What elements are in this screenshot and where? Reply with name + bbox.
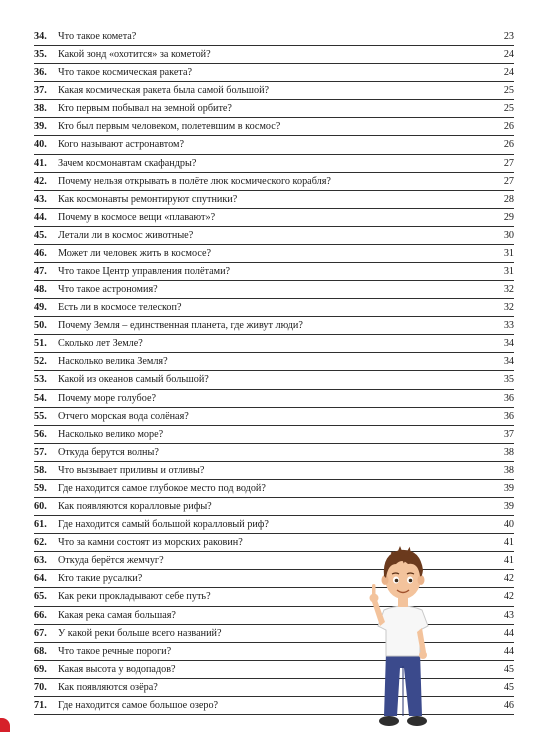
toc-entry [34, 155, 514, 173]
entry-number: 41. [34, 157, 47, 169]
entry-title: Почему нельзя открывать в полёте люк космического корабля? [58, 175, 331, 187]
entry-page-number: 42 [503, 591, 514, 603]
entry-title: Насколько велико море? [58, 428, 164, 440]
entry-title: Как реки прокладывают себе путь? [58, 591, 211, 603]
entry-page-number: 34 [503, 338, 514, 350]
toc-entry [34, 281, 514, 299]
toc-entry [34, 444, 514, 462]
toc-entry [34, 46, 514, 64]
entry-number: 62. [34, 537, 47, 549]
entry-page-number: 27 [503, 157, 514, 169]
entry-page-number: 37 [503, 428, 514, 440]
entry-title: Сколько лет Земле? [58, 338, 143, 350]
toc-entry [34, 82, 514, 100]
entry-number: 40. [34, 139, 47, 151]
entry-title: Где находится самое глубокое место под водой? [58, 482, 266, 494]
entry-page-number: 45 [503, 681, 514, 693]
toc-entry [34, 118, 514, 136]
entry-page-number: 26 [503, 121, 514, 133]
entry-title: Зачем космонавтам скафандры? [58, 157, 197, 169]
entry-number: 53. [34, 374, 47, 386]
boy-pointing-up-illustration [362, 540, 444, 732]
entry-page-number: 36 [503, 392, 514, 404]
entry-page-number: 42 [503, 573, 514, 585]
entry-number: 70. [34, 681, 47, 693]
entry-page-number: 35 [503, 374, 514, 386]
entry-title: Может ли человек жить в космосе? [58, 247, 212, 259]
entry-number: 43. [34, 193, 47, 205]
entry-page-number: 34 [503, 356, 514, 368]
entry-title: Летали ли в космос животные? [58, 229, 194, 241]
entry-title: Какой из океанов самый большой? [58, 374, 209, 386]
entry-page-number: 41 [503, 555, 514, 567]
entry-page-number: 32 [503, 302, 514, 314]
entry-page-number: 25 [503, 85, 514, 97]
entry-number: 66. [34, 609, 47, 621]
entry-number: 44. [34, 211, 47, 223]
entry-number: 54. [34, 392, 47, 404]
entry-title: Кого называют астронавтом? [58, 139, 184, 151]
entry-title: Кто первым побывал на земной орбите? [58, 103, 232, 115]
entry-page-number: 30 [503, 229, 514, 241]
entry-number: 49. [34, 302, 47, 314]
toc-entry [34, 245, 514, 263]
entry-number: 38. [34, 103, 47, 115]
entry-number: 52. [34, 356, 47, 368]
entry-number: 67. [34, 627, 47, 639]
entry-title: Что такое космическая ракета? [58, 67, 193, 79]
entry-number: 71. [34, 699, 47, 711]
entry-page-number: 33 [503, 320, 514, 332]
entry-number: 69. [34, 663, 47, 675]
entry-number: 64. [34, 573, 47, 585]
toc-entry [34, 390, 514, 408]
entry-page-number: 40 [503, 519, 514, 531]
entry-number: 34. [34, 31, 47, 42]
left-shoe [379, 716, 399, 726]
entry-title: Что вызывает приливы и отливы? [58, 464, 205, 476]
entry-title: Кто был первым человеком, полетевшим в космос? [58, 121, 281, 133]
toc-entry [34, 516, 514, 534]
entry-page-number: 24 [503, 67, 514, 79]
entry-title: Что такое речные пороги? [58, 645, 172, 657]
right-shoe [407, 716, 427, 726]
entry-title: Что за камни состоят из морских раковин? [58, 537, 243, 549]
entry-page-number: 41 [503, 537, 514, 549]
toc-entry [34, 317, 514, 335]
entry-title: Что такое комета? [58, 31, 137, 42]
toc-entry [34, 263, 514, 281]
entry-page-number: 36 [503, 410, 514, 422]
entry-page-number: 23 [503, 31, 514, 42]
entry-title: Где находится самое большое озеро? [58, 699, 219, 711]
entry-page-number: 39 [503, 501, 514, 513]
entry-title: Откуда берётся жемчуг? [58, 555, 164, 567]
entry-number: 51. [34, 338, 47, 350]
entry-number: 57. [34, 446, 47, 458]
entry-number: 47. [34, 266, 47, 278]
entry-page-number: 32 [503, 284, 514, 296]
entry-number: 39. [34, 121, 47, 133]
entry-title: Где находится самый большой коралловый риф? [58, 519, 269, 531]
entry-number: 65. [34, 591, 47, 603]
entry-page-number: 43 [503, 609, 514, 621]
entry-title: Откуда берутся волны? [58, 446, 159, 458]
entry-page-number: 38 [503, 464, 514, 476]
entry-page-number: 29 [503, 211, 514, 223]
toc-entry [34, 480, 514, 498]
toc-entry [34, 299, 514, 317]
entry-number: 37. [34, 85, 47, 97]
entry-page-number: 45 [503, 663, 514, 675]
entry-title: Почему море голубое? [58, 392, 156, 404]
toc-entry [34, 64, 514, 82]
entry-number: 56. [34, 428, 47, 440]
toc-entry [34, 462, 514, 480]
entry-title: Почему в космосе вещи «плавают»? [58, 211, 216, 223]
entry-page-number: 27 [503, 175, 514, 187]
entry-title: Почему Земля – единственная планета, где живут люди? [58, 320, 303, 332]
entry-title: Как космонавты ремонтируют спутники? [58, 193, 238, 205]
entry-title: Отчего морская вода солёная? [58, 410, 189, 422]
entry-page-number: 31 [503, 247, 514, 259]
entry-title: Как появляются коралловые рифы? [58, 501, 212, 513]
toc-entry [34, 498, 514, 516]
entry-number: 42. [34, 175, 47, 187]
entry-title: Кто такие русалки? [58, 573, 143, 585]
entry-page-number: 44 [503, 627, 514, 639]
entry-number: 68. [34, 645, 47, 657]
toc-entry [34, 136, 514, 154]
entry-number: 61. [34, 519, 47, 531]
entry-title: Что такое астрономия? [58, 284, 158, 296]
entry-number: 46. [34, 247, 47, 259]
entry-number: 60. [34, 501, 47, 513]
entry-page-number: 26 [503, 139, 514, 151]
entry-page-number: 25 [503, 103, 514, 115]
entry-title: Насколько велика Земля? [58, 356, 168, 368]
entry-title: Какая высота у водопадов? [58, 663, 176, 675]
entry-title: Как появляются озёра? [58, 681, 158, 693]
toc-entry [34, 209, 514, 227]
entry-title: Какая река самая большая? [58, 609, 176, 621]
entry-page-number: 24 [503, 49, 514, 61]
corner-tab [0, 718, 10, 732]
toc-entry [34, 173, 514, 191]
entry-page-number: 46 [503, 699, 514, 711]
entry-page-number: 28 [503, 193, 514, 205]
entry-number: 50. [34, 320, 47, 332]
entry-page-number: 39 [503, 482, 514, 494]
toc-entry [34, 335, 514, 353]
toc-entry [34, 426, 514, 444]
entry-number: 45. [34, 229, 47, 241]
entry-title: Какая космическая ракета была самой большой? [58, 85, 270, 97]
entry-title: У какой реки больше всего названий? [58, 627, 222, 639]
entry-title: Есть ли в космосе телескоп? [58, 302, 182, 314]
entry-number: 59. [34, 482, 47, 494]
entry-title: Что такое Центр управления полётами? [58, 266, 231, 278]
entry-number: 55. [34, 410, 47, 422]
entry-page-number: 44 [503, 645, 514, 657]
entry-page-number: 31 [503, 266, 514, 278]
toc-entry [34, 371, 514, 389]
toc-entry [34, 191, 514, 209]
toc-entry [34, 227, 514, 245]
toc-entry [34, 100, 514, 118]
entry-number: 58. [34, 464, 47, 476]
entry-number: 63. [34, 555, 47, 567]
entry-number: 48. [34, 284, 47, 296]
entry-number: 35. [34, 49, 47, 61]
entry-number: 36. [34, 67, 47, 79]
entry-page-number: 38 [503, 446, 514, 458]
toc-entry [34, 353, 514, 371]
entry-title: Какой зонд «охотится» за кометой? [58, 49, 211, 61]
toc-entry [34, 408, 514, 426]
toc-entry [34, 28, 514, 46]
